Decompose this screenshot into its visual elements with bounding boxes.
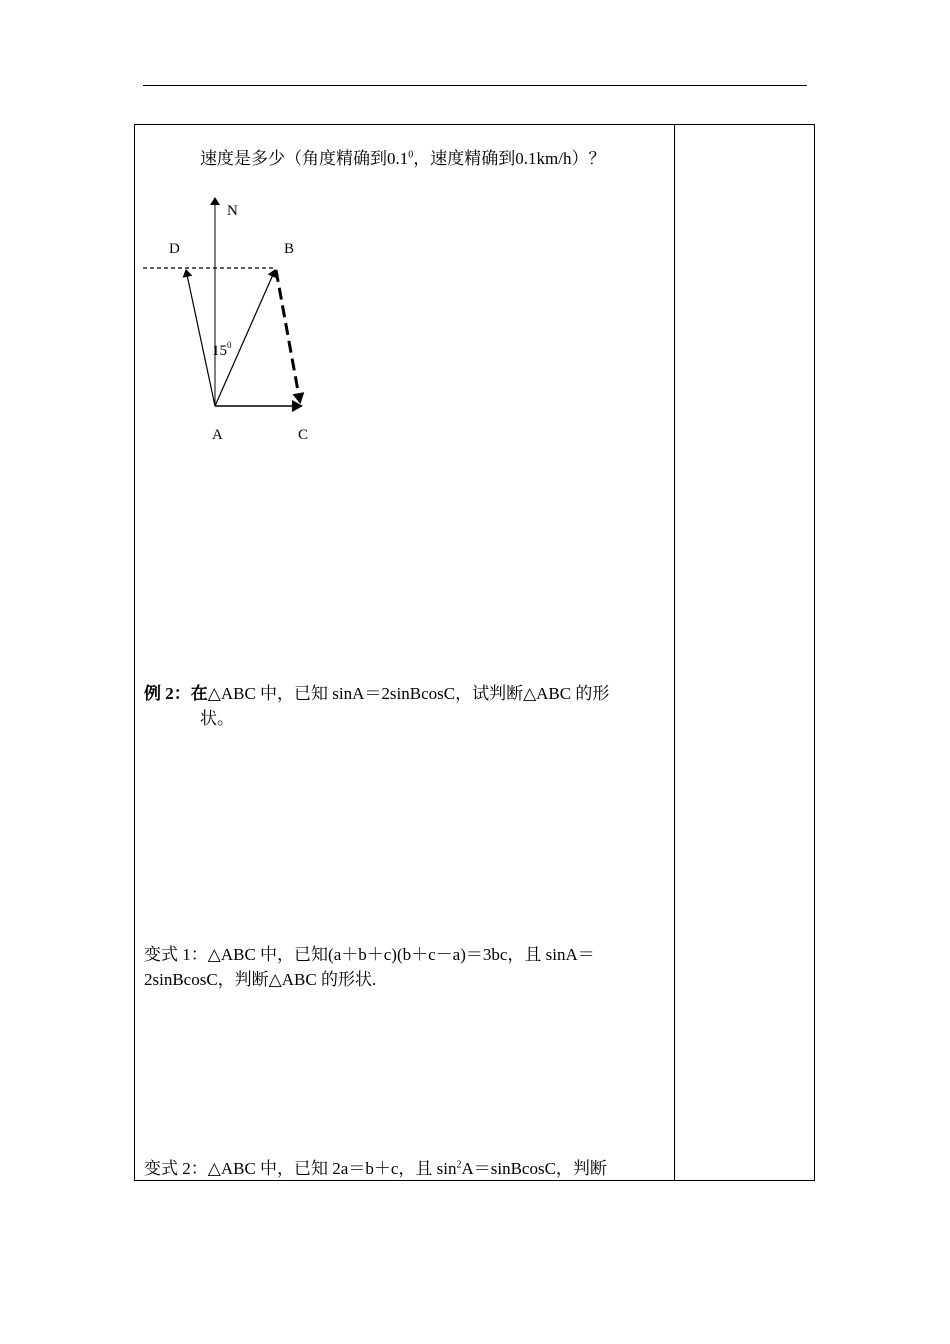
label-C: C (298, 427, 309, 443)
speed-question (200, 148, 605, 170)
speed-question-tail: ，速度精确到0.1km/h）？ (413, 149, 606, 168)
label-N: N (227, 203, 238, 219)
vector-diagram (140, 190, 340, 450)
angle-label (212, 340, 232, 359)
variant2-square-sup: 2 (456, 1159, 462, 1171)
example2-line1 (144, 683, 609, 705)
variant1-line2: 2sinBcosC，判断△ABC 的形状. (144, 970, 377, 989)
table-column-divider (674, 124, 675, 1181)
variant2-line1 (144, 1158, 607, 1180)
example2-text: △ABC 中，已知 sinA＝2sinBcosC，试判断△ABC 的形 (207, 684, 610, 703)
vector-BC-dashed (276, 270, 300, 402)
vector-AD (186, 270, 215, 406)
label-A: A (212, 427, 223, 443)
angle-degree-sup: 0 (227, 340, 232, 350)
example2-line2: 状。 (200, 709, 234, 728)
example2-heading: 例 2：在 (144, 684, 208, 703)
variant1-line1: 变式 1：△ABC 中，已知(a＋b＋c)(b＋c－a)＝3bc，且 sinA＝ (144, 945, 595, 964)
label-D: D (169, 241, 180, 257)
variant2-text-pre: 变式 2：△ABC 中，已知 2a＝b＋c，且 sin (144, 1159, 457, 1178)
speed-question-text: 速度是多少（角度精确到0.1 (200, 149, 409, 168)
degree-superscript: 0 (408, 149, 414, 161)
header-rule (143, 85, 807, 86)
label-B: B (284, 241, 295, 257)
vector-AB (215, 270, 275, 406)
angle-value: 15 (212, 343, 227, 359)
variant2-text-post: A＝sinBcosC，判断 (461, 1159, 607, 1178)
